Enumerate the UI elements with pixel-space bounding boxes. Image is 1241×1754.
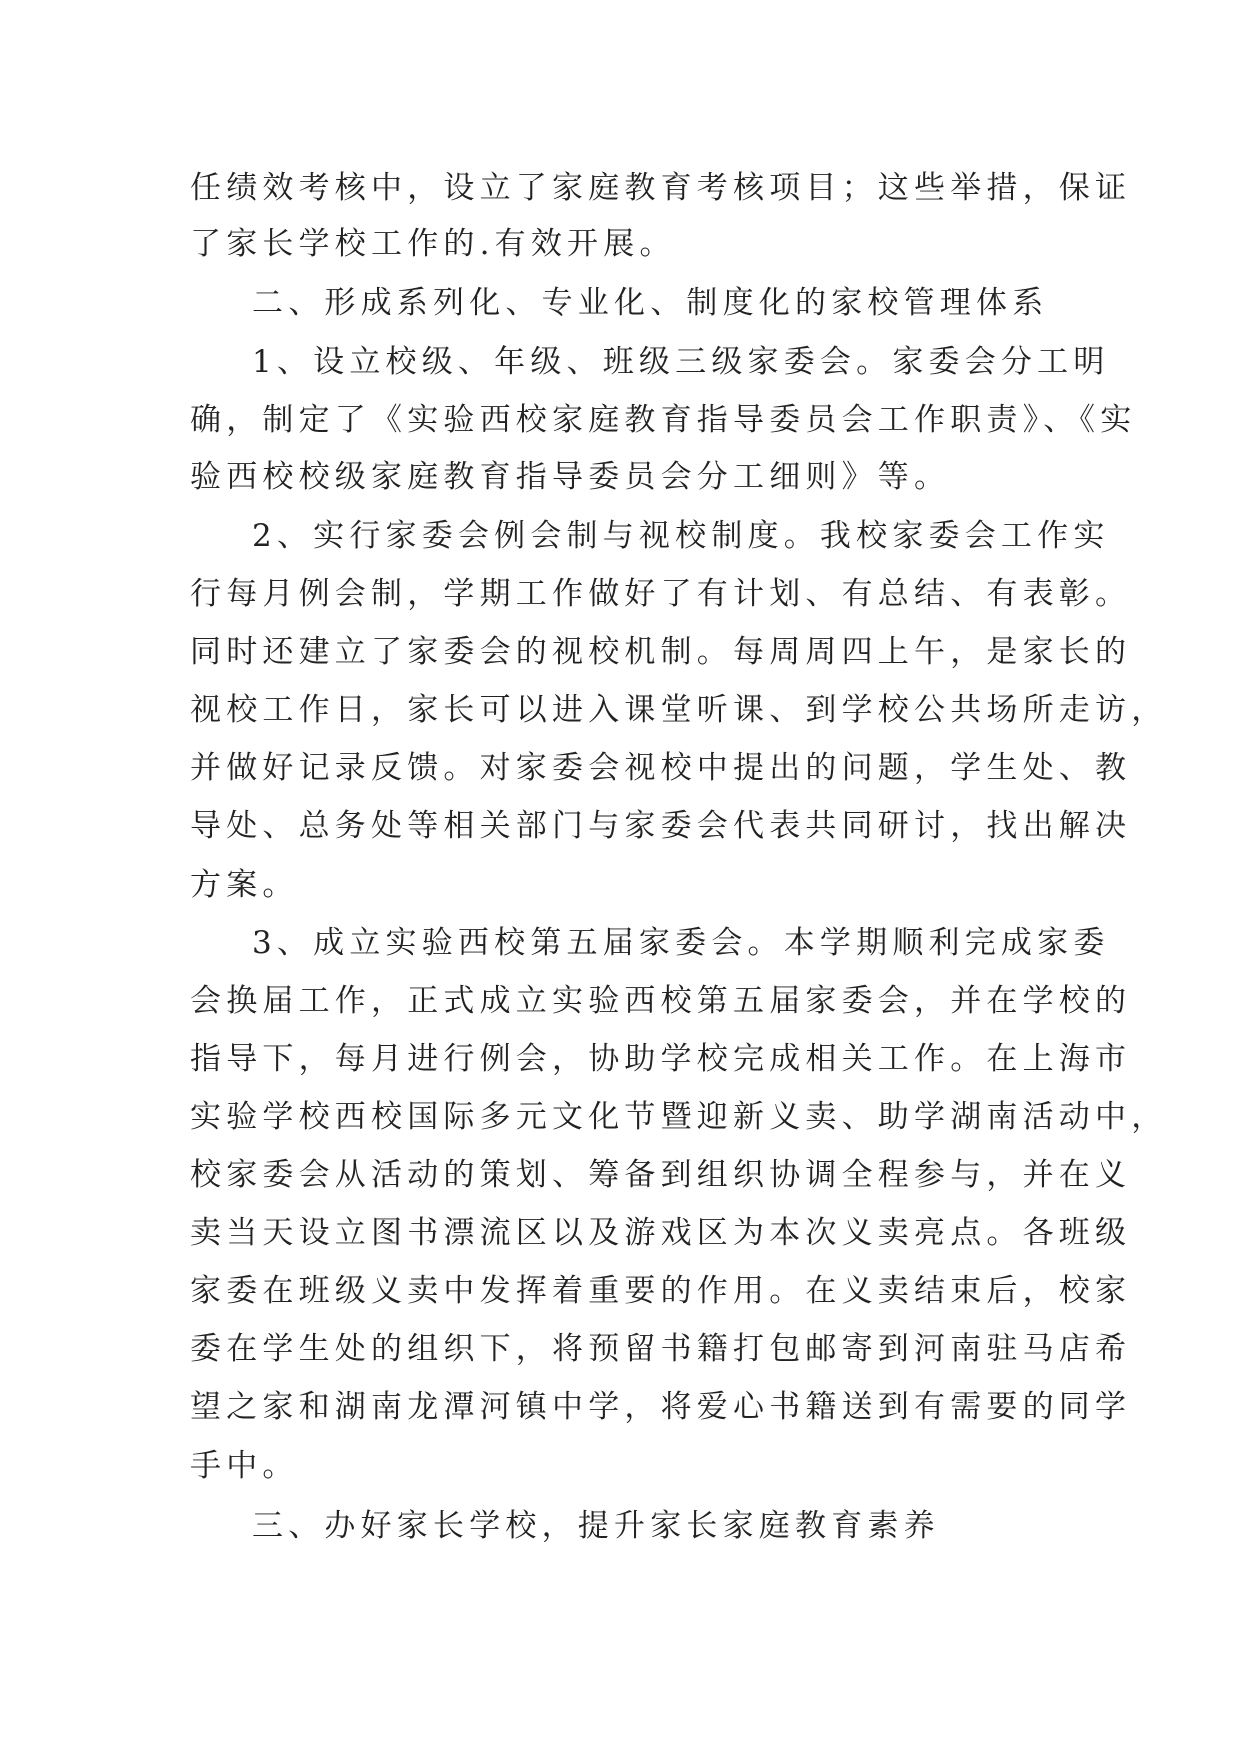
section-heading: 二、形成系列化、专业化、制度化的家校管理体系 bbox=[252, 285, 1049, 321]
text-line: 任绩效考核中，设立了家庭教育考核项目；这些举措，保证 bbox=[190, 170, 1132, 206]
text-line: 校家委会从活动的策划、筹备到组织协调全程参与，并在义 bbox=[190, 1157, 1132, 1193]
text-line: 委在学生处的组织下，将预留书籍打包邮寄到河南驻马店希 bbox=[190, 1331, 1132, 1367]
text-line: 手中。 bbox=[190, 1448, 299, 1484]
text-line: 会换届工作，正式成立实验西校第五届家委会，并在学校的 bbox=[190, 983, 1132, 1019]
text-line: 实验学校西校国际多元文化节暨迎新义卖、助学湖南活动中， bbox=[190, 1099, 1168, 1135]
section-heading: 三、办好家长学校，提升家长家庭教育素养 bbox=[252, 1508, 940, 1544]
text-line: 家委在班级义卖中发挥着重要的作用。在义卖结束后，校家 bbox=[190, 1273, 1132, 1309]
text-line: 2、实行家委会例会制与视校制度。我校家委会工作实 bbox=[252, 518, 1110, 554]
text-line: 卖当天设立图书漂流区以及游戏区为本次义卖亮点。各班级 bbox=[190, 1215, 1132, 1251]
text-line: 验西校校级家庭教育指导委员会分工细则》等。 bbox=[190, 459, 951, 495]
text-line: 确，制定了《实验西校家庭教育指导委员会工作职责》、《实 bbox=[190, 402, 1137, 438]
text-line: 望之家和湖南龙潭河镇中学，将爱心书籍送到有需要的同学 bbox=[190, 1389, 1132, 1425]
text-line: 指导下，每月进行例会，协助学校完成相关工作。在上海市 bbox=[190, 1041, 1132, 1077]
text-line: 并做好记录反馈。对家委会视校中提出的问题，学生处、教 bbox=[190, 750, 1132, 786]
text-line: 3、成立实验西校第五届家委会。本学期顺利完成家委 bbox=[252, 925, 1110, 961]
text-line: 视校工作日，家长可以进入课堂听课、到学校公共场所走访， bbox=[190, 692, 1168, 728]
text-line: 导处、总务处等相关部门与家委会代表共同研讨，找出解决 bbox=[190, 808, 1132, 844]
text-line: 行每月例会制，学期工作做好了有计划、有总结、有表彰。 bbox=[190, 576, 1132, 612]
text-line: 同时还建立了家委会的视校机制。每周周四上午，是家长的 bbox=[190, 634, 1132, 670]
text-line: 方案。 bbox=[190, 867, 299, 903]
text-line: 了家长学校工作的.有效开展。 bbox=[190, 226, 676, 262]
text-line: 1、设立校级、年级、班级三级家委会。家委会分工明 bbox=[252, 344, 1110, 380]
